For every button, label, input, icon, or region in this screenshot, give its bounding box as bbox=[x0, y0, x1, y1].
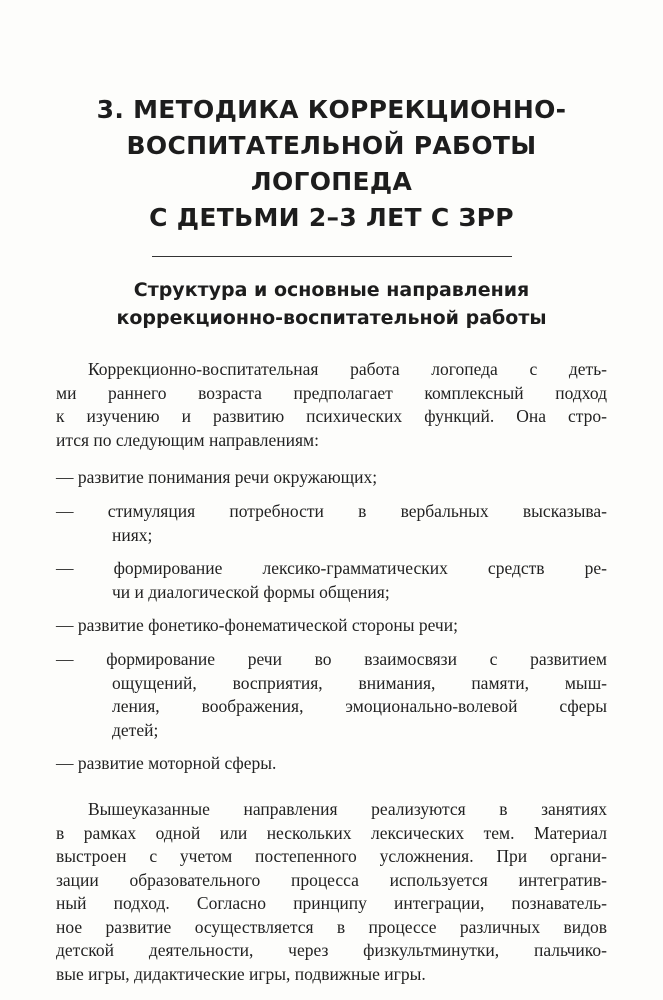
text-line: выстроен с учетом постепенного усложнения. При органи- bbox=[56, 846, 607, 867]
body-text bbox=[56, 358, 607, 987]
list-item-line: — развитие понимания речи окружающих; bbox=[56, 467, 378, 488]
text-line: Вышеуказанные направления реализуются в занятиях bbox=[88, 798, 607, 819]
list-item-line: — стимуляция потребности в вербальных высказыва- bbox=[56, 500, 607, 521]
list-item bbox=[56, 557, 607, 604]
list-item-line: детей; bbox=[112, 719, 159, 740]
list-item-line: чи и диалогической формы общения; bbox=[112, 581, 390, 602]
chapter-title-line: ВОСПИТАТЕЛЬНОЙ РАБОТЫ ЛОГОПЕДА bbox=[126, 131, 537, 196]
chapter-title-line: 3. МЕТОДИКА КОРРЕКЦИОННО- bbox=[96, 95, 567, 124]
text-line: вые игры, дидактические игры, подвижные игры. bbox=[56, 964, 426, 985]
list-item bbox=[56, 466, 607, 490]
chapter-title bbox=[56, 0, 607, 236]
text-line: детской деятельности, через физкультминутки, пальчико- bbox=[56, 940, 607, 961]
list-item-line: — развитие моторной сферы. bbox=[56, 753, 277, 774]
list-item-line: ниях; bbox=[112, 524, 153, 545]
text-line: ный подход. Согласно принципу интеграции, познаватель- bbox=[56, 893, 607, 914]
text-line: ится по следующим направлениям: bbox=[56, 429, 319, 450]
closing-paragraph bbox=[56, 798, 607, 987]
text-line: зации образовательного процесса используется интегратив- bbox=[56, 869, 607, 890]
list-item-line: ления, воображения, эмоционально-волевой сферы bbox=[112, 696, 607, 717]
list-item bbox=[56, 614, 607, 638]
intro-paragraph bbox=[56, 358, 607, 452]
text-line: ми раннего возраста предполагает комплексный подход bbox=[56, 382, 607, 403]
section-title-line: Структура и основные направления bbox=[133, 279, 530, 301]
title-divider bbox=[152, 256, 512, 257]
list-item-line: — развитие фонетико-фонематической стороны речи; bbox=[56, 615, 458, 636]
list-item bbox=[56, 752, 607, 776]
text-line: ное развитие осуществляется в процессе различных видов bbox=[56, 916, 607, 937]
section-title-line: коррекционно-воспитательной работы bbox=[116, 307, 547, 329]
list-item-line: — формирование речи во взаимосвязи с развитием bbox=[56, 648, 607, 669]
text-line: Коррекционно-воспитательная работа логопеда с деть- bbox=[88, 359, 607, 379]
list-item bbox=[56, 648, 607, 742]
text-line: в рамках одной или нескольких лексических тем. Материал bbox=[56, 822, 607, 843]
list-item bbox=[56, 500, 607, 547]
list-item-line: ощущений, восприятия, внимания, памяти, мыш- bbox=[112, 672, 607, 693]
directions-list bbox=[56, 466, 607, 776]
list-item-line: — формирование лексико-грамматических средств ре- bbox=[56, 558, 607, 579]
text-line: к изучению и развитию психических функций. Она стро- bbox=[56, 406, 607, 427]
section-title bbox=[56, 276, 607, 332]
chapter-title-line: С ДЕТЬМИ 2–3 ЛЕТ С ЗРР bbox=[149, 203, 514, 232]
